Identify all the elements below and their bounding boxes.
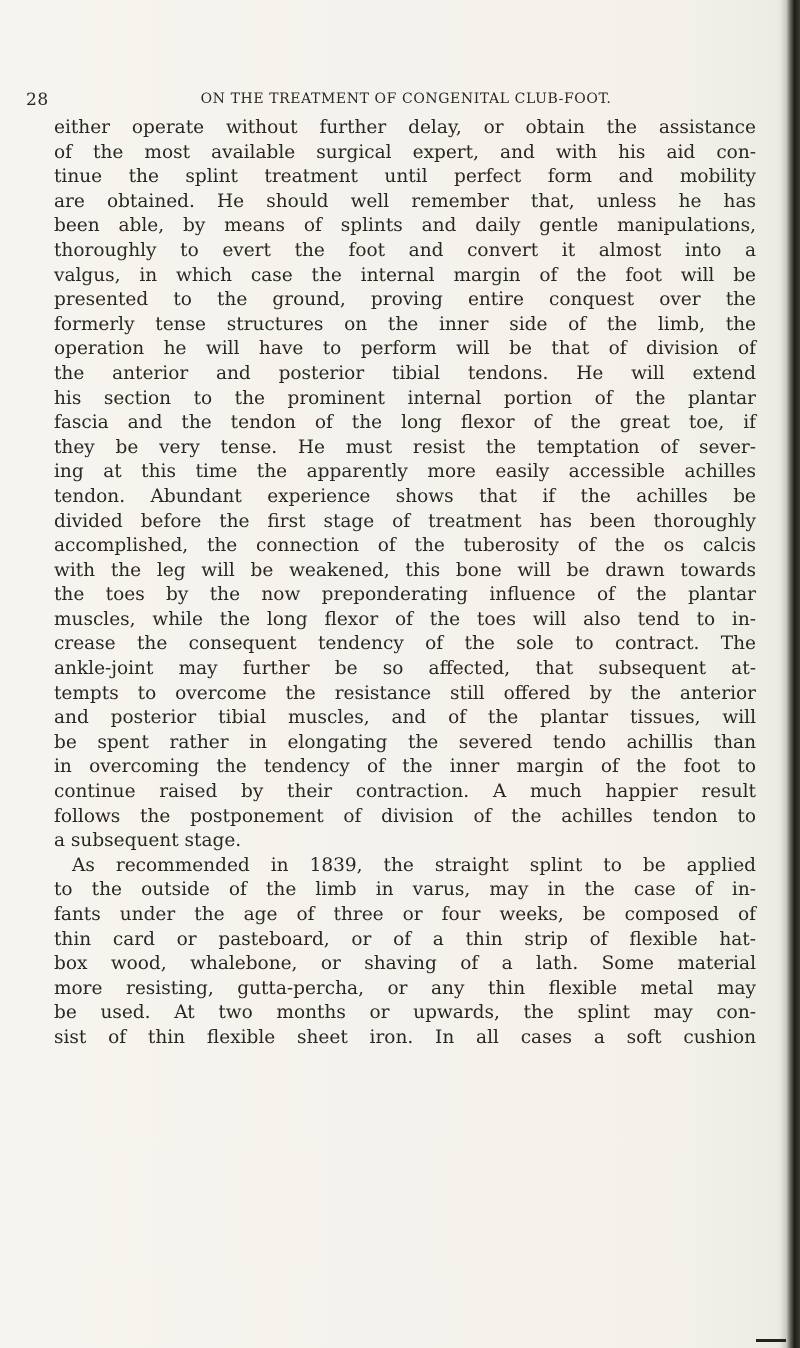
- paragraph-end-line: a subsequent stage.: [54, 830, 242, 852]
- text-line: his section to the prominent internal portion of the plantar: [54, 387, 756, 409]
- body-text: [54, 116, 756, 1051]
- text-line: crease the consequent tendency of the sole to contract. The: [54, 633, 756, 655]
- book-spine-edge: [786, 0, 800, 1348]
- text-line: ing at this time the apparently more easily accessible achilles: [54, 461, 756, 483]
- text-line: in overcoming the tendency of the inner margin of the foot to: [54, 756, 756, 778]
- text-line: they be very tense. He must resist the temptation of sever-: [54, 436, 756, 458]
- text-line: the toes by the now preponderating influence of the plantar: [54, 584, 756, 606]
- text-line: the anterior and posterior tibial tendons. He will extend: [54, 362, 756, 384]
- paragraph-start-line: As recommended in 1839, the straight splint to be applied: [72, 854, 756, 876]
- text-line: valgus, in which case the internal margin of the foot will be: [54, 264, 756, 286]
- text-line: to the outside of the limb in varus, may in the case of in-: [54, 879, 756, 901]
- page-header: [26, 90, 766, 110]
- text-line: be used. At two months or upwards, the splint may con-: [54, 1002, 756, 1024]
- text-line: box wood, whalebone, or shaving of a lath. Some material: [54, 953, 756, 975]
- text-line: tempts to overcome the resistance still offered by the anterior: [54, 682, 756, 704]
- text-line: of the most available surgical expert, and with his aid con-: [54, 141, 756, 163]
- text-line: formerly tense structures on the inner side of the limb, the: [54, 313, 756, 335]
- text-line: been able, by means of splints and daily gentle manipulations,: [54, 215, 756, 237]
- text-line: tinue the splint treatment until perfect form and mobility: [54, 166, 756, 188]
- text-line: operation he will have to perform will be that of division of: [54, 338, 756, 360]
- text-line: more resisting, gutta-percha, or any thin flexible metal may: [54, 977, 756, 999]
- page-number: 28: [26, 90, 49, 110]
- text-line: with the leg will be weakened, this bone will be drawn towards: [54, 559, 756, 581]
- text-line: thoroughly to evert the foot and convert it almost into a: [54, 239, 756, 261]
- text-line: continue raised by their contraction. A much happier result: [54, 781, 756, 803]
- text-line: follows the postponement of division of the achilles tendon to: [54, 805, 756, 827]
- text-line: be spent rather in elongating the severed tendo achillis than: [54, 731, 756, 753]
- text-line: sist of thin flexible sheet iron. In all cases a soft cushion: [54, 1026, 756, 1048]
- text-line: muscles, while the long flexor of the toes will also tend to in-: [54, 608, 756, 630]
- text-line: ankle-joint may further be so affected, that subsequent at-: [54, 658, 756, 680]
- text-line: tendon. Abundant experience shows that if the achilles be: [54, 485, 756, 507]
- text-line: thin card or pasteboard, or of a thin strip of flexible hat-: [54, 928, 756, 950]
- text-line: fants under the age of three or four weeks, be composed of: [54, 904, 756, 925]
- text-line: accomplished, the connection of the tuberosity of the os calcis: [54, 535, 756, 557]
- text-line: are obtained. He should well remember that, unless he has: [54, 190, 756, 212]
- running-head: ON THE TREATMENT OF CONGENITAL CLUB-FOOT.: [200, 91, 612, 107]
- text-line: and posterior tibial muscles, and of the plantar tissues, will: [54, 707, 756, 729]
- text-line: either operate without further delay, or obtain the assistance: [54, 117, 756, 138]
- corner-mark: [756, 1339, 786, 1342]
- text-line: presented to the ground, proving entire conquest over the: [54, 289, 756, 311]
- text-line: divided before the first stage of treatment has been thoroughly: [54, 510, 756, 532]
- text-line: fascia and the tendon of the long flexor of the great toe, if: [54, 412, 756, 434]
